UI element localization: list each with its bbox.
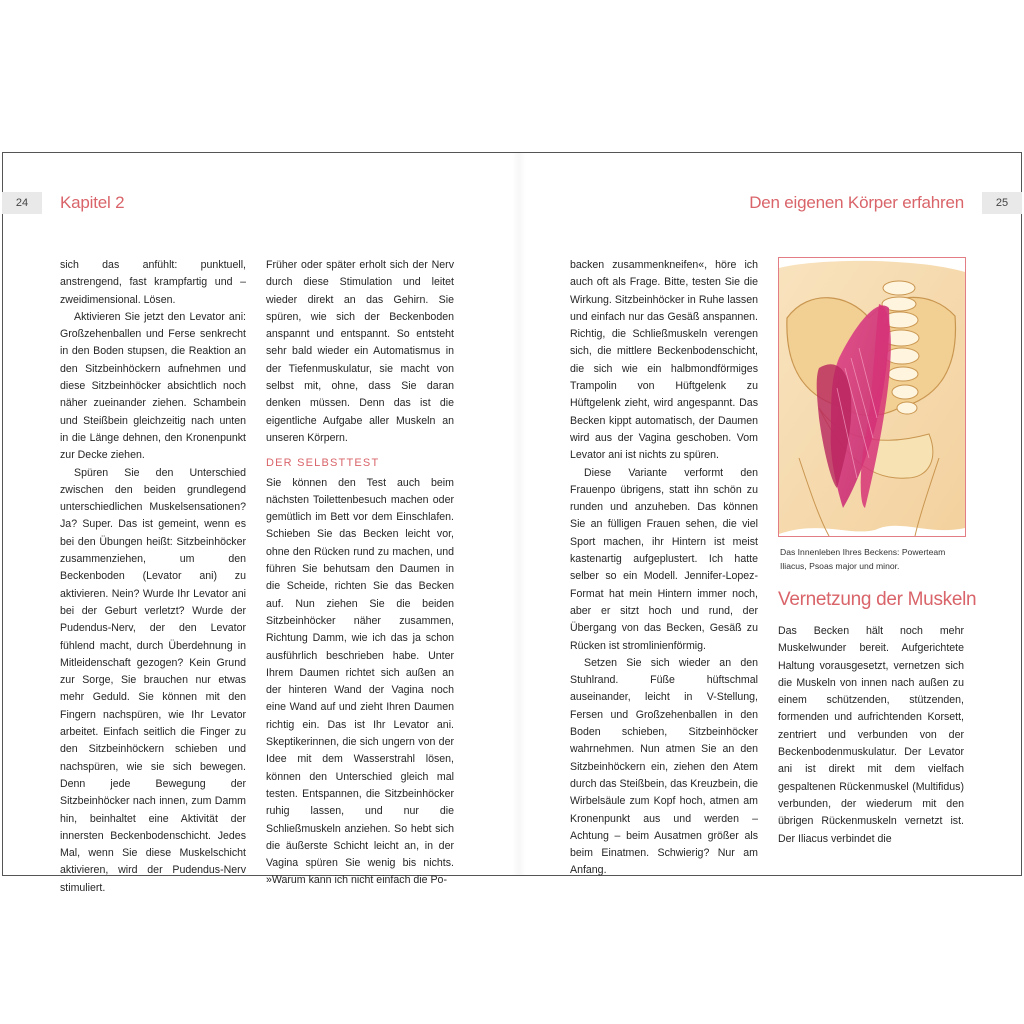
section-running-header: Den eigenen Körper erfahren [749,193,964,212]
paragraph: Sie können den Test auch beim nächsten Toilettenbesuch machen oder gemütlich im Bett vor dem Einschlafen. Schieben Sie das Becken leicht vor, ohne den Rücken rund zu machen, und führen Sie behutsam den Daumen in die Scheide, richten Sie das Becken auf. Nun ziehen Sie die beiden Sitzbeinhöcker näher zusammen, Richtung Damm, wie ich das ja schon ausführlich beschrieben habe. Unter Ihrem Daumen richtet sich außen an der hinteren Wand der Vagina noch eine Wand auf und zieht Ihren Daumen richtig ein. Das ist Ihr Levator ani. Skeptikerinnen, die sich ungern von der Idee mit dem Wasserstrahl lösen, können den Unterschied gleich mal testen. Entspannen, die Sitzbeinhöcker ruhig lassen, und nur die Schließmuskeln anziehen. So hebt sich die äußerste Schicht leicht an, in der Vagina spüren Sie wenig bis nichts. »Warum kann ich nicht einfach die Po- [266,476,454,887]
paragraph: Früher oder später erholt sich der Nerv durch diese Stimulation und leitet wieder direkt an das Gehirn. Sie spüren, wie sich der Beckenboden anspannt und entspannt. So entsteht sehr bald wieder ein Automatismus in der Tiefenmuskulatur, sie macht von selbst mit, ohne, dass Sie daran denken müssen. Denn das ist die eigentliche Aufgabe aller Muskeln an unseren Körpern. [266,259,454,444]
paragraph: Aktivieren Sie jetzt den Levator ani: Großzehenballen und Ferse senkrecht in den Boden stupsen, die Reaktion an den Sitzbeinhöckern aufnehmen und diese Sitzbeinhöcker absichtlich noch näher zueinander ziehen. Schambein und Steißbein gleichzeitig nach unten in die Länge dehnen, den Kronenpunkt zur Decke ziehen. [60,310,246,462]
paragraph: backen zusammenkneifen«, höre ich auch oft als Frage. Bitte, testen Sie die Wirkung. Sitzbeinhöcker in Ruhe lassen und einfach nur das Gesäß anspannen. Richtig, die Schließmuskeln verengen sich, die mittlere Beckenbodenschicht, die sich wie ein halbmondförmiges Trampolin von Hüftgelenk zu Hüftgelenk zieht, wird angespannt. Das Becken kippt automatisch, der Daumen wird aus der Vagina geschoben. Vom Levator ani ist nichts zu spüren. [570,259,758,462]
text-column-3 [570,257,758,880]
spread-left-border [2,153,3,875]
spread-right-border [1021,153,1022,875]
figure-caption: Das Innenleben Ihres Beckens: Powerteam Iliacus, Psoas major und minor. [780,547,946,571]
pelvis-anatomy-drawing [779,258,965,536]
text-column-2 [266,257,454,890]
chapter-header: Kapitel 2 [60,193,125,212]
paragraph: sich das anfühlt: punktuell, anstrengend, fast krampfartig und – zweidimensional. Lösen. [60,259,246,306]
book-gutter [512,153,526,875]
text-column-4 [778,623,964,848]
paragraph: Setzen Sie sich wieder an den Stuhlrand. Füße hüftschmal auseinander, leicht in V-Stellung, Fersen und Großzehenballen in den Boden schieben, Sitzbeinhöcker wahrnehmen. Nun atmen Sie an den Sitzbeinhöckern ein, ziehen den Atem durch das Steißbein, das Kreuzbein, die Wirbelsäule zum Kopf hoch, atmen am Kronenpunkt aus und werden – Achtung – beim Ausatmen größer als beim Einatmen. Schwierig? Nur am Anfang. [570,656,758,877]
selbsttest-subheading: DER SELBSTTEST [266,457,380,470]
text-column-2-bottom [266,475,454,890]
paragraph: Diese Variante verformt den Frauenpo übrigens, statt ihn schön zu runden und anzuheben. Das können Sie an fülligen Frauen sehen, die viel Sport machen, ihr Hintern ist meist kastenartig aufgeplustert. Ich hatte selber so ein Modell. Jennifer-Lopez-Format hat mein Hintern immer noch, aber er sitzt hoch und rund, der Übergang von das Becken, Gesäß zu Rücken ist stromlinienförmig. [570,466,758,652]
text-column-2-top [266,257,454,447]
paragraph: Spüren Sie den Unterschied zwischen den beiden grundlegend unterschiedlichen Muskelsensationen? Ja? Super. Das ist gemeint, wenn es bei den Übungen heißt: Sitzbeinhöcker zusammenziehen, um den Beckenboden (Levator ani) zu aktivieren. Nein? Wurde Ihr Levator ani bei der Geburt verletzt? Wurde der Pudendus-Nerv, der den Levator fühlend macht, durch Überdehnung in Mitleidenschaft gezogen? Kein Grund zur Sorge, Sie brauchen nur etwas mehr Geduld. Sie können mit den Fingern nachspüren, wie Ihr Levator arbeitet. Einfach seitlich die Finger zu den Sitzbeinhöckern schieben und nachspüren, wie sie sich bewegen. Denn jede Bewegung der Sitzbeinhöcker nach innen, zum Damm hin, beinhaltet eine Aktivität der innersten Beckenbodenschicht. Jedes Mal, wenn Sie diese Muskelschicht aktivieren, wird der Pudendus-Nerv stimuliert. [60,466,246,894]
pelvis-illustration [778,257,966,537]
text-column-1 [60,257,246,897]
page-number-right: 25 [982,192,1022,214]
book-spread [2,152,1022,894]
page-number-left: 24 [2,192,42,214]
section-heading: Vernetzung der Muskeln [778,589,977,610]
paragraph: Das Becken hält noch mehr Muskelwunder bereit. Aufgerichtete Haltung vorausgesetzt, vernetzen sich die Muskeln von innen nach außen zu einem schützenden, stützenden, formenden und aufrichtenden Korsett, zentriert und verbunden von der Beckenbodenmuskulatur. Der Levator ani ist direkt mit dem vielfach gespaltenen Rückenmuskel (Multifidus) verbunden, der wiederum mit den übrigen Rückenmuskeln vernetzt ist. Der Iliacus verbindet die [778,625,964,845]
